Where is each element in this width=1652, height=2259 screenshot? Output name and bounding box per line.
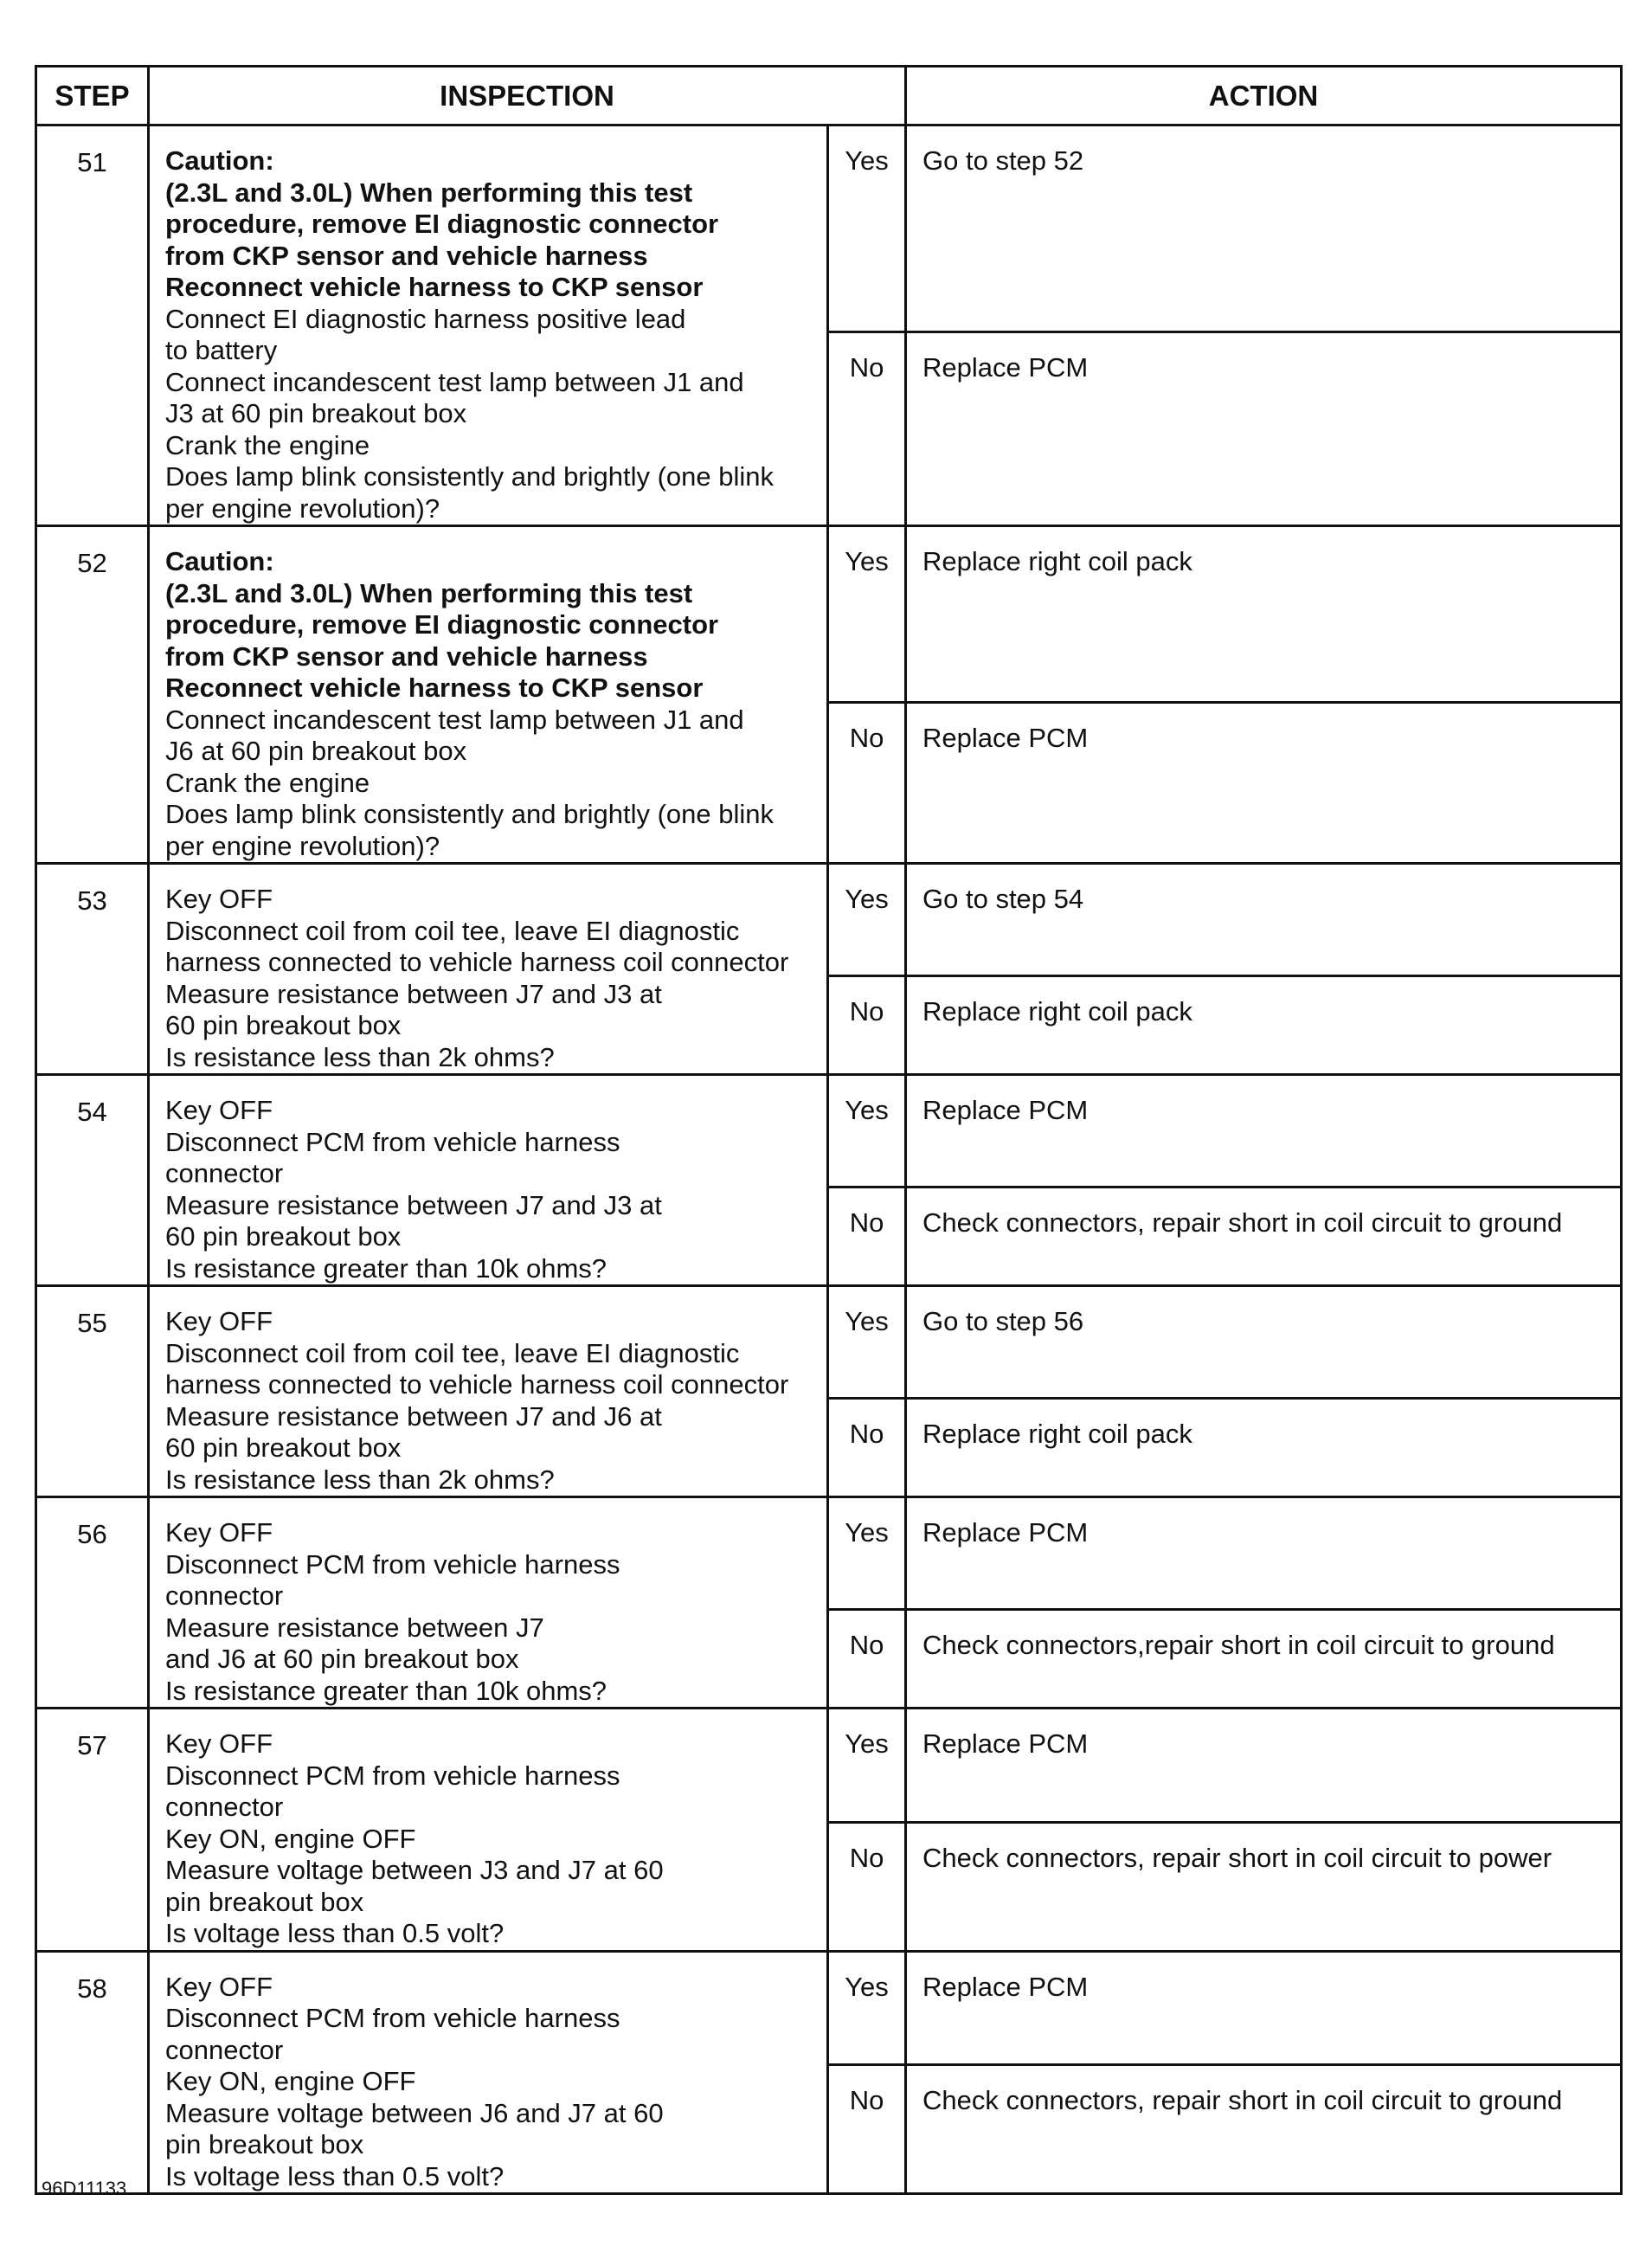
inspection-line: Disconnect PCM from vehicle harness (165, 1548, 620, 1580)
no-label: No (828, 703, 906, 864)
no-label: No (828, 1399, 906, 1497)
caution-line: (2.3L and 3.0L) When performing this test (165, 177, 693, 208)
inspection-line: Is resistance less than 2k ohms? (165, 1464, 555, 1495)
caution-line: Caution: (165, 145, 274, 176)
table-row (36, 1951, 1622, 2065)
table-row (36, 1075, 1622, 1187)
inspection-text (149, 1286, 828, 1497)
header-inspection: INSPECTION (149, 67, 906, 126)
inspection-line: J6 at 60 pin breakout box (165, 736, 467, 766)
table-row (36, 526, 1622, 703)
no-action: Check connectors,repair short in coil circuit to ground (906, 1610, 1622, 1709)
inspection-line: Does lamp blink consistently and brightly (one blink (165, 461, 775, 492)
yes-label: Yes (828, 126, 906, 332)
inspection-line: harness connected to vehicle harness coil connector (165, 1369, 789, 1400)
inspection-line: Key OFF (165, 1971, 273, 2002)
header-step: STEP (36, 67, 149, 126)
inspection-line: Disconnect PCM from vehicle harness (165, 1760, 620, 1791)
step-number: 52 (36, 526, 149, 864)
yes-label: Yes (828, 1286, 906, 1399)
inspection-line: Key ON, engine OFF (165, 2066, 416, 2096)
inspection-line: connector (165, 1158, 284, 1188)
no-label: No (828, 1822, 906, 1951)
yes-label: Yes (828, 1709, 906, 1823)
step-number: 58 (36, 1951, 149, 2194)
no-action: Check connectors, repair short in coil circuit to power (906, 1822, 1622, 1951)
yes-label: Yes (828, 1497, 906, 1610)
inspection-text (149, 126, 828, 526)
inspection-line: harness connected to vehicle harness coil connector (165, 947, 789, 977)
inspection-text (149, 1709, 828, 1952)
table-row (36, 864, 1622, 976)
step-number: 56 (36, 1497, 149, 1709)
inspection-line: Connect EI diagnostic harness positive lead (165, 303, 686, 334)
caution-line: Reconnect vehicle harness to CKP sensor (165, 272, 704, 302)
inspection-line: J3 at 60 pin breakout box (165, 398, 467, 428)
inspection-line: Key OFF (165, 1517, 273, 1548)
no-label: No (828, 2065, 906, 2194)
inspection-text (149, 1951, 828, 2194)
yes-label: Yes (828, 526, 906, 703)
inspection-line: Disconnect PCM from vehicle harness (165, 2003, 620, 2033)
inspection-line: per engine revolution)? (165, 492, 440, 524)
inspection-line: Is resistance greater than 10k ohms? (165, 1252, 607, 1284)
inspection-line: pin breakout box (165, 1886, 364, 1917)
diagnostic-table (35, 65, 1623, 2195)
diagnostic-table-page (35, 65, 1620, 2195)
inspection-line: 60 pin breakout box (165, 1432, 402, 1463)
yes-action: Replace right coil pack (906, 526, 1622, 703)
inspection-text (149, 1497, 828, 1709)
inspection-line: Crank the engine (165, 767, 370, 798)
inspection-line: Key OFF (165, 1095, 273, 1125)
table-row (36, 126, 1622, 332)
table-row (36, 1709, 1622, 1823)
step-number: 53 (36, 864, 149, 1075)
inspection-line: Connect incandescent test lamp between J1 and (165, 704, 744, 735)
inspection-line: connector (165, 1792, 284, 1822)
yes-action: Replace PCM (906, 1075, 1622, 1187)
inspection-line: 60 pin breakout box (165, 1010, 402, 1040)
no-label: No (828, 1187, 906, 1286)
no-action: Replace right coil pack (906, 976, 1622, 1075)
table-body (36, 126, 1622, 2194)
caution-line: from CKP sensor and vehicle harness (165, 240, 648, 271)
inspection-line: Disconnect coil from coil tee, leave EI diagnostic (165, 1337, 740, 1368)
inspection-line: Measure resistance between J7 and J3 at (165, 1189, 662, 1220)
step-number: 54 (36, 1075, 149, 1286)
yes-label: Yes (828, 1075, 906, 1187)
inspection-line: Crank the engine (165, 429, 370, 460)
caution-line: (2.3L and 3.0L) When performing this test (165, 577, 693, 608)
inspection-line: pin breakout box (165, 2129, 364, 2159)
no-action: Check connectors, repair short in coil circuit to ground (906, 2065, 1622, 2194)
inspection-line: Disconnect coil from coil tee, leave EI diagnostic (165, 915, 740, 946)
caution-line: procedure, remove EI diagnostic connector (165, 209, 719, 239)
no-label: No (828, 976, 906, 1075)
inspection-line: Is voltage less than 0.5 volt? (165, 2160, 505, 2191)
no-label: No (828, 332, 906, 526)
inspection-text (149, 526, 828, 864)
yes-label: Yes (828, 1951, 906, 2065)
yes-action: Go to step 52 (906, 126, 1622, 332)
inspection-line: per engine revolution)? (165, 830, 440, 861)
inspection-line: Does lamp blink consistently and brightly (one blink (165, 799, 775, 829)
inspection-line: Disconnect PCM from vehicle harness (165, 1126, 620, 1157)
inspection-text (149, 864, 828, 1075)
inspection-line: and J6 at 60 pin breakout box (165, 1644, 519, 1674)
inspection-line: Connect incandescent test lamp between J1 and (165, 366, 744, 397)
step-number: 57 (36, 1709, 149, 1952)
header-row (36, 67, 1622, 126)
inspection-line: Measure resistance between J7 and J6 at (165, 1400, 662, 1432)
caution-line: procedure, remove EI diagnostic connector (165, 609, 719, 640)
step-number: 51 (36, 126, 149, 526)
yes-action: Go to step 54 (906, 864, 1622, 976)
inspection-line: Key OFF (165, 1306, 273, 1336)
caution-line: Caution: (165, 546, 274, 576)
table-row (36, 1497, 1622, 1610)
inspection-line: Measure voltage between J3 and J7 at 60 (165, 1855, 664, 1885)
figure-id: 96D11133 (42, 2178, 127, 2199)
table-row (36, 1286, 1622, 1399)
no-action: Replace PCM (906, 332, 1622, 526)
yes-label: Yes (828, 864, 906, 976)
inspection-text (149, 1075, 828, 1286)
header-action: ACTION (906, 67, 1622, 126)
no-action: Check connectors, repair short in coil circuit to ground (906, 1187, 1622, 1286)
yes-action: Go to step 56 (906, 1286, 1622, 1399)
inspection-line: Is resistance greater than 10k ohms? (165, 1675, 607, 1706)
inspection-line: Key OFF (165, 884, 273, 914)
inspection-line: Key ON, engine OFF (165, 1823, 416, 1854)
yes-action: Replace PCM (906, 1497, 1622, 1610)
yes-action: Replace PCM (906, 1709, 1622, 1823)
no-label: No (828, 1610, 906, 1709)
no-action: Replace right coil pack (906, 1399, 1622, 1497)
inspection-line: connector (165, 1580, 284, 1611)
inspection-line: Measure resistance between J7 (165, 1612, 544, 1643)
inspection-line: Key OFF (165, 1728, 273, 1759)
inspection-line: to battery (165, 335, 278, 365)
inspection-line: Is resistance less than 2k ohms? (165, 1041, 555, 1072)
caution-line: Reconnect vehicle harness to CKP sensor (165, 673, 704, 703)
inspection-line: Measure resistance between J7 and J3 at (165, 978, 662, 1009)
no-action: Replace PCM (906, 703, 1622, 864)
yes-action: Replace PCM (906, 1951, 1622, 2065)
step-number: 55 (36, 1286, 149, 1497)
inspection-line: connector (165, 2034, 284, 2065)
inspection-line: Is voltage less than 0.5 volt? (165, 1918, 505, 1948)
caution-line: from CKP sensor and vehicle harness (165, 640, 648, 672)
inspection-line: Measure voltage between J6 and J7 at 60 (165, 2097, 664, 2128)
inspection-line: 60 pin breakout box (165, 1221, 402, 1252)
